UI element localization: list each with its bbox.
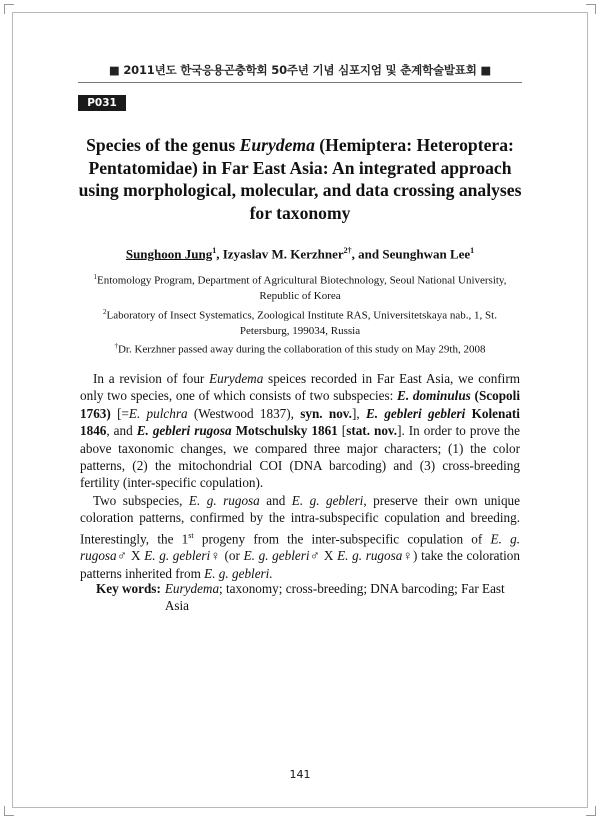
- p1-t2: speices recorded in Far East Asia, we confirm only two species, one of which consists of two subspecies:: [80, 371, 520, 404]
- p2-i6: E. g. rugosa♀: [337, 548, 413, 564]
- title-part-1: Species of the genus: [86, 135, 240, 155]
- p1-bi2: E. gebleri gebleri: [365, 405, 466, 421]
- p1-t4: (Westwood 1837),: [187, 405, 301, 421]
- p2-t5: X: [127, 548, 145, 564]
- paper-title: [78, 134, 522, 224]
- poster-id-badge: P031: [78, 95, 126, 111]
- author-2: , Izyaslav M. Kerzhner: [216, 246, 344, 262]
- author-3: , and Seunghwan Lee: [351, 246, 471, 262]
- crop-mark-top-left: [4, 4, 14, 14]
- crop-mark-bottom-left: [4, 806, 14, 816]
- p1-b3: Kolenati 1846: [80, 405, 520, 439]
- p2-i7: E. g. gebleri.: [204, 565, 273, 581]
- keywords-text: [165, 580, 520, 615]
- p2-t6: (or: [220, 548, 244, 564]
- p2-i2: E. g. gebleri: [291, 492, 364, 508]
- affiliation-1-text: Entomology Program, Department of Agricultural Biotechnology, Seoul National University, Republic of Korea: [97, 274, 507, 303]
- affiliation-3-sup: †: [114, 342, 118, 351]
- p2-t3: , preserve their own unique coloration patterns, confirmed by the intra-subspecific copulation and breeding. Interestingly, the 1: [80, 492, 520, 547]
- keywords-rest: ; taxonomy; cross-breeding; DNA barcoding; Far East Asia: [164, 581, 505, 614]
- title-part-2: (Hemiptera: Heteroptera: Pentatomidae) in Far East Asia: An integrated approach using morphological, molecular, and data crossing analyses for taxonomy: [78, 135, 522, 223]
- affiliation-2-text: Laboratory of Insect Systematics, Zoological Institute RAS, Universitetskaya nab., 1, St. Petersburg, 199034, Russia: [106, 309, 497, 337]
- p1-bi1: E. dominulus: [397, 388, 471, 404]
- crop-mark-top-right: [586, 4, 596, 14]
- p1-t3: [=: [110, 405, 129, 421]
- p2-t4: progeny from the inter-subspecific copulation of: [193, 531, 491, 547]
- author-1-sup: 1: [212, 246, 217, 255]
- p2-t2: and: [259, 492, 292, 508]
- p1-b2: syn. nov.: [300, 405, 352, 421]
- p2-i5: E. g. gebleri♂: [243, 548, 321, 564]
- affiliations: [80, 270, 520, 358]
- author-3-sup: 1: [470, 246, 475, 255]
- p2-i4: E. g. gebleri♀: [144, 548, 221, 564]
- p1-b4: Motschulsky 1861: [231, 423, 338, 439]
- p2-t1: Two subspecies,: [93, 492, 189, 508]
- keywords-genus: Eurydema: [164, 581, 220, 596]
- title-genus: Eurydema: [239, 135, 315, 155]
- p1-t5: ],: [351, 405, 366, 421]
- author-2-sup: 2†: [343, 246, 352, 255]
- p2-i1: E. g. rugosa: [188, 492, 260, 508]
- header-rule: [78, 82, 522, 83]
- abstract-paragraph-2: [80, 492, 520, 582]
- affiliation-3: [80, 339, 520, 358]
- p2-t8: ) take the coloration patterns inherited from: [80, 548, 520, 581]
- p1-t7: [: [337, 423, 347, 439]
- abstract-paragraph-1: [80, 370, 520, 492]
- page-number: 141: [289, 768, 311, 781]
- p2-sup1: st: [188, 530, 194, 540]
- p1-i1: Eurydema: [209, 371, 264, 386]
- affiliation-2: [80, 305, 520, 340]
- p1-t6: , and: [106, 423, 137, 439]
- crop-mark-bottom-right: [586, 806, 596, 816]
- p1-t1: In a revision of four: [93, 371, 210, 386]
- p1-b5: stat. nov.: [346, 423, 398, 439]
- p1-t8: ]. In order to prove the above taxonomic changes, we compared three major characters; (1) the color patterns, (2) the mitochondrial COI (DNA barcoding) and (3) cross-breeding fertility (inter-specific copulation).: [80, 423, 521, 491]
- author-1: Sunghoon Jung: [125, 246, 213, 262]
- affiliation-1: [80, 270, 520, 305]
- p1-b1: (Scopoli 1763): [80, 388, 520, 421]
- abstract: [80, 370, 520, 582]
- p2-t7: X: [320, 548, 338, 564]
- affiliation-3-text: Dr. Kerzhner passed away during the collaboration of this study on May 29th, 2008: [117, 343, 486, 356]
- p1-bi3: E. gebleri rugosa: [136, 423, 232, 439]
- affiliation-1-sup: 1: [93, 273, 97, 281]
- affiliation-2-sup: 2: [103, 307, 107, 316]
- keywords-label: Key words:: [96, 581, 161, 596]
- p1-i2: E. pulchra: [128, 405, 188, 421]
- running-header: ■ 2011년도 한국응용곤충학회 50주년 기념 심포지엄 및 춘계학술발표회 ■: [108, 63, 492, 77]
- p2-i3: E. g. rugosa♂: [80, 531, 521, 564]
- keywords: [96, 580, 520, 615]
- author-line: [60, 246, 540, 262]
